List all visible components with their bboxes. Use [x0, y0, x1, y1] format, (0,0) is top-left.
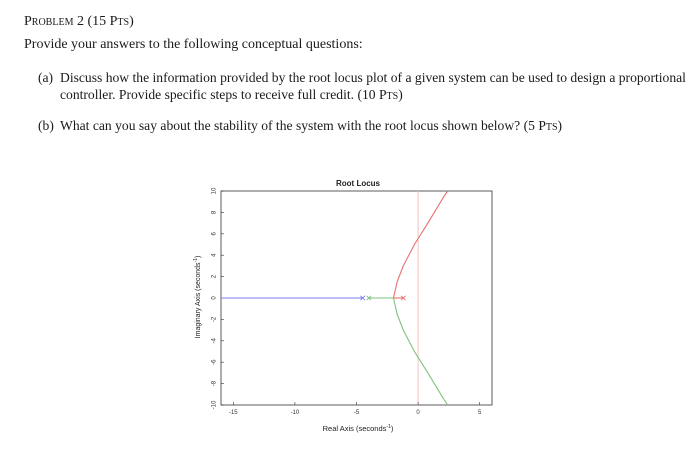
y-tick-label: -10: [211, 400, 218, 410]
chart-series: [221, 191, 448, 405]
y-tick-label: -8: [211, 380, 218, 387]
x-tick-label: -10: [290, 410, 300, 416]
x-axis-label-text: Real Axis (seconds: [322, 424, 387, 433]
y-tick-label: 8: [211, 210, 218, 215]
y-axis-label-text: Imaginary Axis (seconds: [195, 262, 202, 339]
y-tick-label: 10: [211, 187, 218, 195]
y-axis-label-close: ): [195, 255, 202, 259]
x-axis-label-sup: -1: [386, 424, 391, 430]
chart-axes: [212, 187, 492, 416]
y-tick-label: 6: [211, 232, 218, 236]
problem-title: Problem 2: [24, 14, 84, 29]
problem-points: (15 Pts): [87, 14, 134, 29]
locus-branch: [394, 191, 448, 298]
x-tick-label: -15: [228, 410, 238, 416]
y-axis-label: [193, 256, 202, 339]
question-a-body: Discuss how the information provided by the root locus plot of a given system can be used to design a proportional controller. Provide specific steps to receive full credit.: [60, 70, 686, 102]
x-tick-label: 5: [478, 410, 482, 416]
locus-branch: [394, 298, 448, 405]
y-tick-label: -2: [211, 316, 218, 323]
x-axis-label: [323, 424, 394, 433]
y-tick-label: -6: [211, 359, 218, 365]
y-tick-label: 0: [211, 296, 218, 300]
x-axis-label-close: ): [390, 424, 394, 433]
problem-intro: Provide your answers to the following conceptual questions:: [24, 37, 363, 52]
question-b-points: (5 Pts): [523, 118, 563, 133]
x-tick-label: -5: [353, 410, 360, 416]
question-a-label: (a): [38, 70, 54, 85]
chart-title: Root Locus: [336, 179, 380, 188]
y-tick-label: -4: [211, 338, 218, 344]
question-a-points: (10 Pts): [357, 87, 403, 102]
question-b-body: What can you say about the stability of the system with the root locus shown below?: [60, 118, 524, 133]
y-axis-label-sup: -1: [193, 258, 199, 263]
x-tick-label: 0: [416, 410, 420, 416]
y-tick-label: 4: [211, 253, 218, 257]
y-tick-label: 2: [211, 274, 218, 279]
question-b-label: (b): [38, 118, 54, 133]
